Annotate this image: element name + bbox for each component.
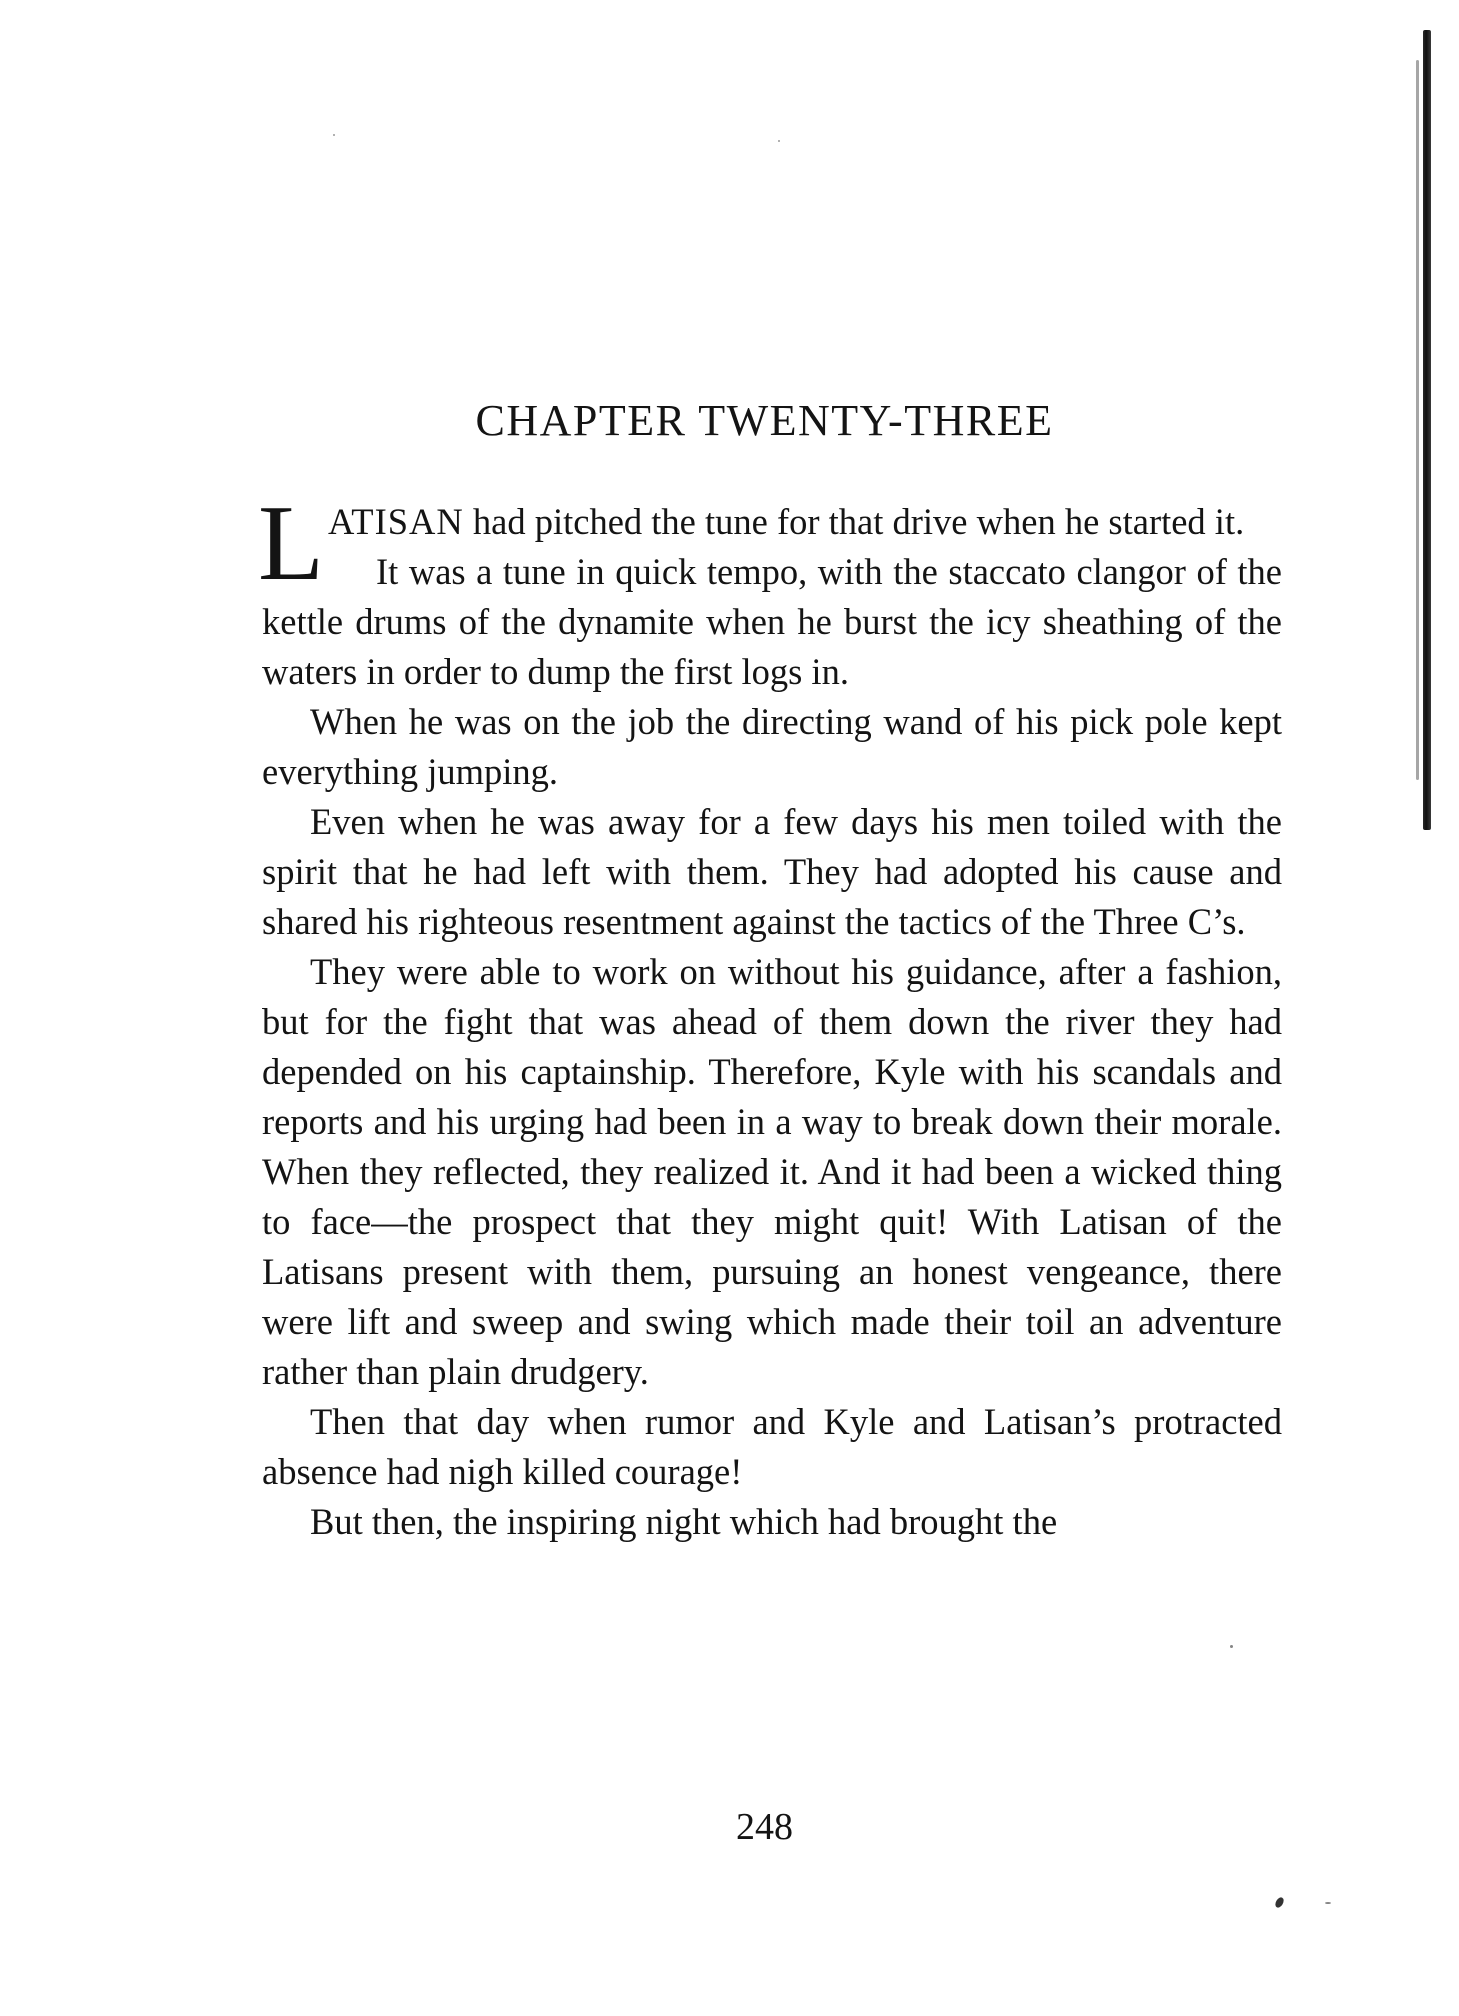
paragraph-1 (258, 484, 1282, 603)
chapter-title: CHAPTER TWENTY-THREE (475, 396, 1054, 445)
ink-speck (333, 134, 335, 136)
page-number: 248 (736, 1806, 793, 1848)
drop-cap: L (258, 484, 324, 603)
chapter-body (258, 484, 1282, 1547)
paragraph-6: Then that day when rumor and Kyle and Latisan’s protracted absence had nigh killed courage! (262, 1401, 1282, 1492)
paragraph-5: They were able to work on without his guidance, after a fashion, but for the fight that was ahead of them down the river they had depended on his captainship. Therefore, Kyle with his scandals and reports and his urging had been in a way to break down their morale. When they reflected, they realized it. And it had been a wicked thing to face—the prospect that they might quit! With Latisan of the Latisans present with them, pursuing an honest vengeance, there were lift and sweep and swing which made their toil an adventure rather than plain drudgery. (262, 951, 1282, 1392)
ink-speck (778, 140, 780, 142)
opening-small-caps: ATISAN (327, 501, 464, 542)
ink-speck (1325, 1902, 1331, 1904)
paragraph-4: Even when he was away for a few days his men toiled with the spirit that he had left with them. They had adopted his cause and shared his righteous resentment against the tactics of the Three C’s. (262, 801, 1282, 942)
paragraph-1-text: had pitched the tune for that drive when he started it. (463, 501, 1245, 542)
paragraph-3: When he was on the job the directing wand of his pick pole kept everything jumping. (262, 701, 1282, 792)
ink-speck (1274, 1896, 1286, 1909)
ink-speck (1230, 1645, 1233, 1648)
paragraph-2: It was a tune in quick tempo, with the staccato clangor of the kettle drums of the dynamite when he burst the icy sheathing of the waters in order to dump the first logs in. (262, 551, 1282, 692)
paragraph-7: But then, the inspiring night which had brought the (310, 1501, 1058, 1542)
